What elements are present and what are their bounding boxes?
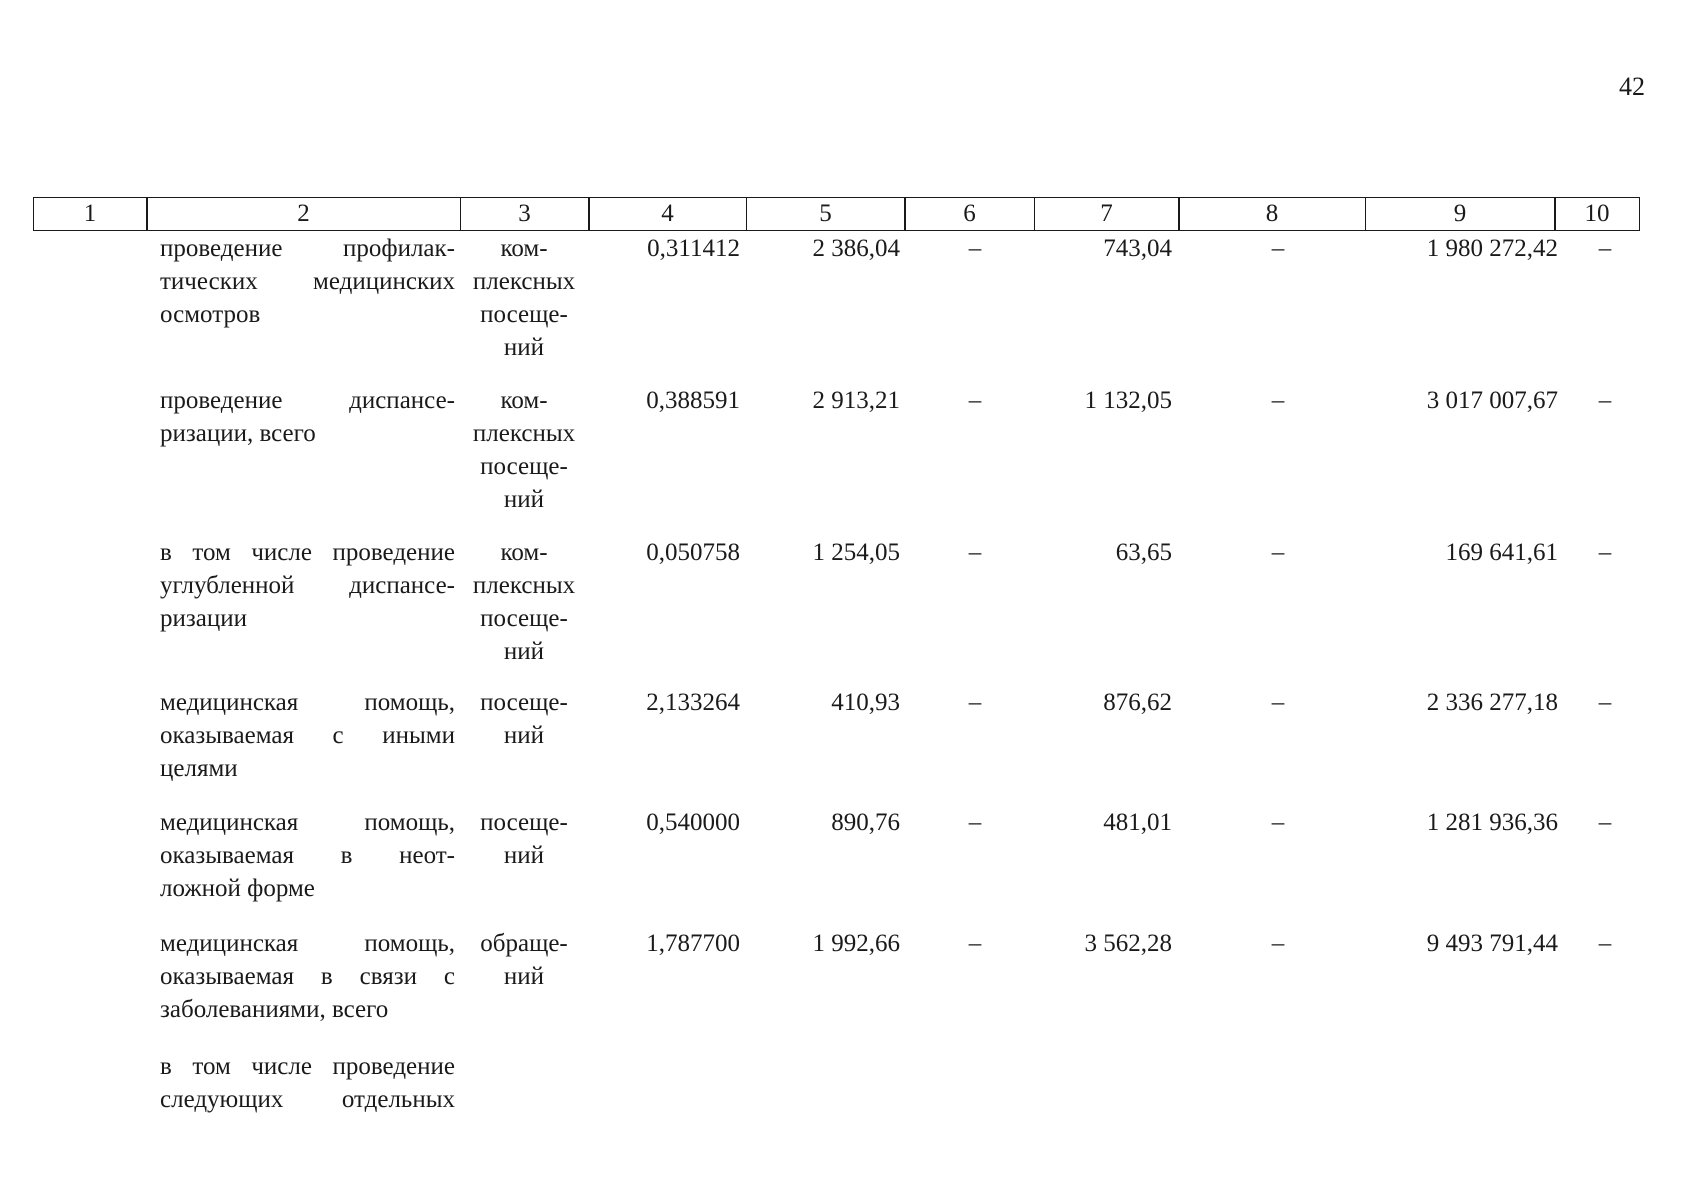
- row-col9-value: 169 641,61: [1445, 539, 1558, 566]
- row-name-line: тических медицинских: [160, 268, 455, 295]
- row-unit-line: посеще-: [480, 689, 568, 716]
- row-col6-value: –: [968, 689, 982, 716]
- row-col5-value: 410,93: [831, 689, 900, 716]
- row-col5-value: 1 254,05: [812, 539, 900, 566]
- row-col9-value: 1 281 936,36: [1426, 809, 1558, 836]
- row-unit-line: ком-: [500, 235, 548, 262]
- row-unit-line: плексных: [472, 420, 576, 447]
- row-col4-value: 2,133264: [646, 689, 740, 716]
- row-unit-line: плексных: [472, 572, 576, 599]
- row-name-cell: [160, 806, 455, 905]
- row-unit-line: ком-: [500, 539, 548, 566]
- row-unit-line: посеще-: [480, 809, 568, 836]
- row-unit-cell: [462, 806, 586, 872]
- row-name-cell: [160, 1050, 455, 1116]
- row-col8-value: –: [1271, 387, 1285, 414]
- row-col4-value: 0,311412: [647, 235, 740, 262]
- row-col4-value: 0,388591: [646, 387, 740, 414]
- row-col6-value: –: [968, 235, 982, 262]
- row-col8-value: –: [1271, 689, 1285, 716]
- row-col7-value: 3 562,28: [1084, 930, 1172, 957]
- row-name-line: проведение диспансе-: [160, 387, 455, 414]
- row-unit-cell: [462, 536, 586, 668]
- row-col9-value: 3 017 007,67: [1426, 387, 1558, 414]
- row-name-line: медицинская помощь,: [160, 930, 455, 957]
- row-col8-value: –: [1271, 539, 1285, 566]
- row-unit-line: плексных: [472, 268, 576, 295]
- row-col9-value: 2 336 277,18: [1426, 689, 1558, 716]
- row-unit-line: ний: [503, 486, 545, 513]
- row-unit-line: посеще-: [480, 605, 568, 632]
- table-header-row: [34, 197, 1640, 231]
- header-cell-2: 2: [146, 197, 461, 231]
- row-name-line: осмотров: [160, 301, 261, 328]
- row-col10-value: –: [1598, 809, 1612, 836]
- row-name-line: ризации: [160, 605, 247, 632]
- row-name-line: в том числе проведение: [160, 1053, 455, 1080]
- row-name-line: углубленной диспансе-: [160, 572, 455, 599]
- row-col10-value: –: [1598, 387, 1612, 414]
- row-unit-line: посеще-: [480, 453, 568, 480]
- row-name-cell: [160, 686, 455, 785]
- row-name-line: медицинская помощь,: [160, 809, 455, 836]
- row-col7-value: 743,04: [1103, 235, 1172, 262]
- header-cell-6: 6: [904, 197, 1035, 231]
- row-name-cell: [160, 232, 455, 331]
- row-col5-value: 2 913,21: [812, 387, 900, 414]
- row-name-line: медицинская помощь,: [160, 689, 455, 716]
- row-col8-value: –: [1271, 235, 1285, 262]
- row-col7-value: 876,62: [1103, 689, 1172, 716]
- row-unit-line: ний: [503, 638, 545, 665]
- header-cell-8: 8: [1178, 197, 1366, 231]
- row-name-cell: [160, 536, 455, 635]
- row-name-line: в том числе проведение: [160, 539, 455, 566]
- header-cell-5: 5: [746, 197, 906, 231]
- row-col10-value: –: [1598, 539, 1612, 566]
- header-cell-10: 10: [1554, 197, 1640, 231]
- row-col7-value: 481,01: [1103, 809, 1172, 836]
- row-col10-value: –: [1598, 235, 1612, 262]
- page-number: 42: [1619, 72, 1645, 101]
- row-col6-value: –: [968, 539, 982, 566]
- row-col9-value: 9 493 791,44: [1426, 930, 1558, 957]
- row-name-line: оказываемая в неот-: [160, 842, 455, 869]
- row-col7-value: 1 132,05: [1084, 387, 1172, 414]
- row-name-cell: [160, 927, 455, 1026]
- row-col4-value: 0,540000: [646, 809, 740, 836]
- header-cell-9: 9: [1365, 197, 1556, 231]
- header-cell-7: 7: [1034, 197, 1180, 231]
- row-unit-line: ний: [503, 334, 545, 361]
- row-unit-line: ний: [503, 963, 545, 990]
- row-col10-value: –: [1598, 930, 1612, 957]
- row-unit-line: ком-: [500, 387, 548, 414]
- row-col4-value: 1,787700: [646, 930, 740, 957]
- row-name-line: целями: [160, 755, 238, 782]
- row-unit-cell: [462, 384, 586, 516]
- row-name-line: оказываемая с иными: [160, 722, 455, 749]
- row-unit-cell: [462, 927, 586, 993]
- row-col5-value: 2 386,04: [812, 235, 900, 262]
- row-unit-line: посеще-: [480, 301, 568, 328]
- row-col4-value: 0,050758: [646, 539, 740, 566]
- row-name-cell: [160, 384, 455, 450]
- row-name-line: следующих отдельных: [160, 1086, 455, 1113]
- row-col9-value: 1 980 272,42: [1426, 235, 1558, 262]
- row-col6-value: –: [968, 930, 982, 957]
- row-unit-line: ний: [503, 842, 545, 869]
- row-col6-value: –: [968, 809, 982, 836]
- header-cell-3: 3: [460, 197, 590, 231]
- row-col8-value: –: [1271, 930, 1285, 957]
- row-col10-value: –: [1598, 689, 1612, 716]
- row-name-line: заболеваниями, всего: [160, 996, 389, 1023]
- row-name-line: оказываемая в связи с: [160, 963, 455, 990]
- row-col5-value: 890,76: [831, 809, 900, 836]
- row-name-line: проведение профилак-: [160, 235, 455, 262]
- row-unit-cell: [462, 232, 586, 364]
- row-name-line: ложной форме: [160, 875, 315, 902]
- header-cell-4: 4: [588, 197, 747, 231]
- row-unit-cell: [462, 686, 586, 752]
- row-name-line: ризации, всего: [160, 420, 316, 447]
- row-col6-value: –: [968, 387, 982, 414]
- row-col5-value: 1 992,66: [812, 930, 900, 957]
- row-col8-value: –: [1271, 809, 1285, 836]
- row-unit-line: ний: [503, 722, 545, 749]
- row-col7-value: 63,65: [1115, 539, 1172, 566]
- header-cell-1: 1: [33, 197, 148, 231]
- row-unit-line: обраще-: [480, 930, 568, 957]
